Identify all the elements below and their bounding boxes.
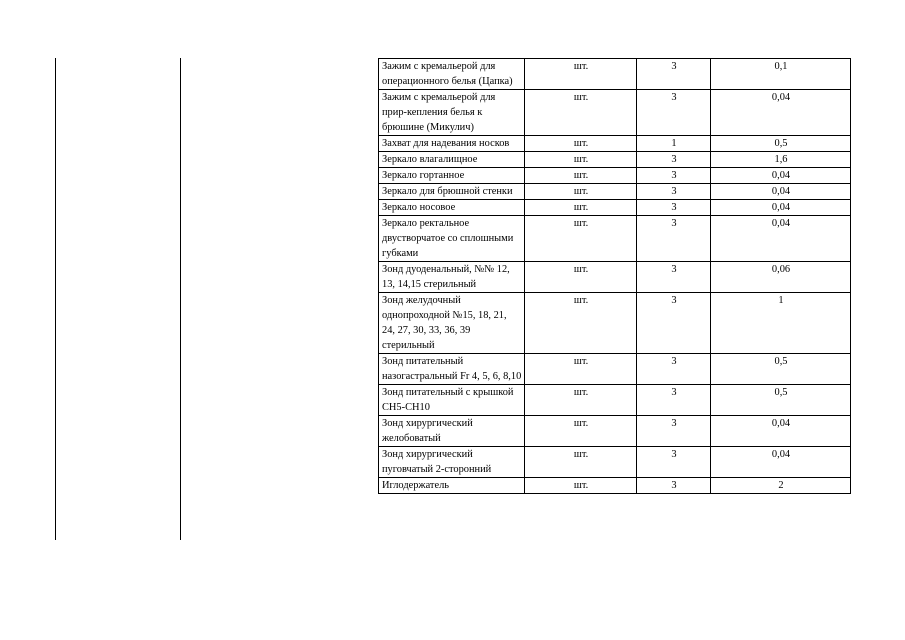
item-quantity-cell: 3 (637, 184, 711, 200)
item-name-cell: Зонд желудочный однопроходной №15, 18, 21, 24, 27, 30, 33, 36, 39 стерильный (379, 293, 525, 354)
table-row (379, 200, 851, 216)
item-unit-cell: шт. (525, 293, 637, 354)
item-quantity-cell: 3 (637, 90, 711, 136)
table-row (379, 385, 851, 416)
item-unit-cell: шт. (525, 216, 637, 262)
table-row (379, 354, 851, 385)
item-value-cell: 0,04 (711, 90, 851, 136)
item-unit-cell: шт. (525, 385, 637, 416)
item-value-cell: 0,04 (711, 447, 851, 478)
left-column-border (55, 58, 56, 540)
item-name-cell: Зонд питательный с крышкой CH5-CH10 (379, 385, 525, 416)
item-unit-cell: шт. (525, 478, 637, 494)
item-quantity-cell: 3 (637, 200, 711, 216)
item-value-cell: 2 (711, 478, 851, 494)
item-name-cell: Зонд дуоденальный, №№ 12, 13, 14,15 стерильный (379, 262, 525, 293)
item-quantity-cell: 1 (637, 136, 711, 152)
table-row (379, 152, 851, 168)
item-unit-cell: шт. (525, 136, 637, 152)
item-name-cell: Зеркало для брюшной стенки (379, 184, 525, 200)
table-row (379, 216, 851, 262)
item-quantity-cell: 3 (637, 216, 711, 262)
table-row (379, 262, 851, 293)
item-name-cell: Зеркало влагалищное (379, 152, 525, 168)
item-value-cell: 0,04 (711, 200, 851, 216)
table-row (379, 90, 851, 136)
item-name-cell: Зонд хирургический желобоватый (379, 416, 525, 447)
table-row (379, 168, 851, 184)
item-name-cell: Зонд питательный назогастральный Fr 4, 5, 6, 8,10 (379, 354, 525, 385)
item-quantity-cell: 3 (637, 293, 711, 354)
item-value-cell: 0,04 (711, 168, 851, 184)
item-unit-cell: шт. (525, 152, 637, 168)
item-unit-cell: шт. (525, 184, 637, 200)
item-quantity-cell: 3 (637, 478, 711, 494)
table-row (379, 416, 851, 447)
item-value-cell: 0,1 (711, 59, 851, 90)
item-value-cell: 0,04 (711, 416, 851, 447)
item-value-cell: 0,5 (711, 354, 851, 385)
item-quantity-cell: 3 (637, 59, 711, 90)
item-value-cell: 0,04 (711, 184, 851, 200)
item-quantity-cell: 3 (637, 385, 711, 416)
item-unit-cell: шт. (525, 90, 637, 136)
item-quantity-cell: 3 (637, 168, 711, 184)
item-name-cell: Захват для надевания носков (379, 136, 525, 152)
item-unit-cell: шт. (525, 416, 637, 447)
item-value-cell: 1 (711, 293, 851, 354)
item-quantity-cell: 3 (637, 152, 711, 168)
equipment-table (378, 58, 851, 494)
item-name-cell: Иглодержатель (379, 478, 525, 494)
item-name-cell: Зонд хирургический пуговчатый 2-сторонний (379, 447, 525, 478)
item-value-cell: 0,06 (711, 262, 851, 293)
table-row (379, 293, 851, 354)
item-name-cell: Зеркало ректальное двустворчатое со сплошными губками (379, 216, 525, 262)
item-unit-cell: шт. (525, 200, 637, 216)
middle-column-border (180, 58, 181, 540)
item-name-cell: Зеркало гортанное (379, 168, 525, 184)
item-quantity-cell: 3 (637, 354, 711, 385)
item-value-cell: 0,5 (711, 385, 851, 416)
table-row (379, 447, 851, 478)
item-quantity-cell: 3 (637, 416, 711, 447)
item-name-cell: Зажим с кремальерой для прир-кепления белья к брюшине (Микулич) (379, 90, 525, 136)
item-name-cell: Зажим с кремальерой для операционного белья (Цапка) (379, 59, 525, 90)
equipment-table-body (379, 59, 851, 494)
item-unit-cell: шт. (525, 168, 637, 184)
item-value-cell: 1,6 (711, 152, 851, 168)
item-value-cell: 0,5 (711, 136, 851, 152)
table-row (379, 478, 851, 494)
table-row (379, 184, 851, 200)
table-row (379, 59, 851, 90)
item-quantity-cell: 3 (637, 262, 711, 293)
item-unit-cell: шт. (525, 447, 637, 478)
item-unit-cell: шт. (525, 59, 637, 90)
item-value-cell: 0,04 (711, 216, 851, 262)
item-unit-cell: шт. (525, 354, 637, 385)
table-row (379, 136, 851, 152)
item-name-cell: Зеркало носовое (379, 200, 525, 216)
item-unit-cell: шт. (525, 262, 637, 293)
item-quantity-cell: 3 (637, 447, 711, 478)
